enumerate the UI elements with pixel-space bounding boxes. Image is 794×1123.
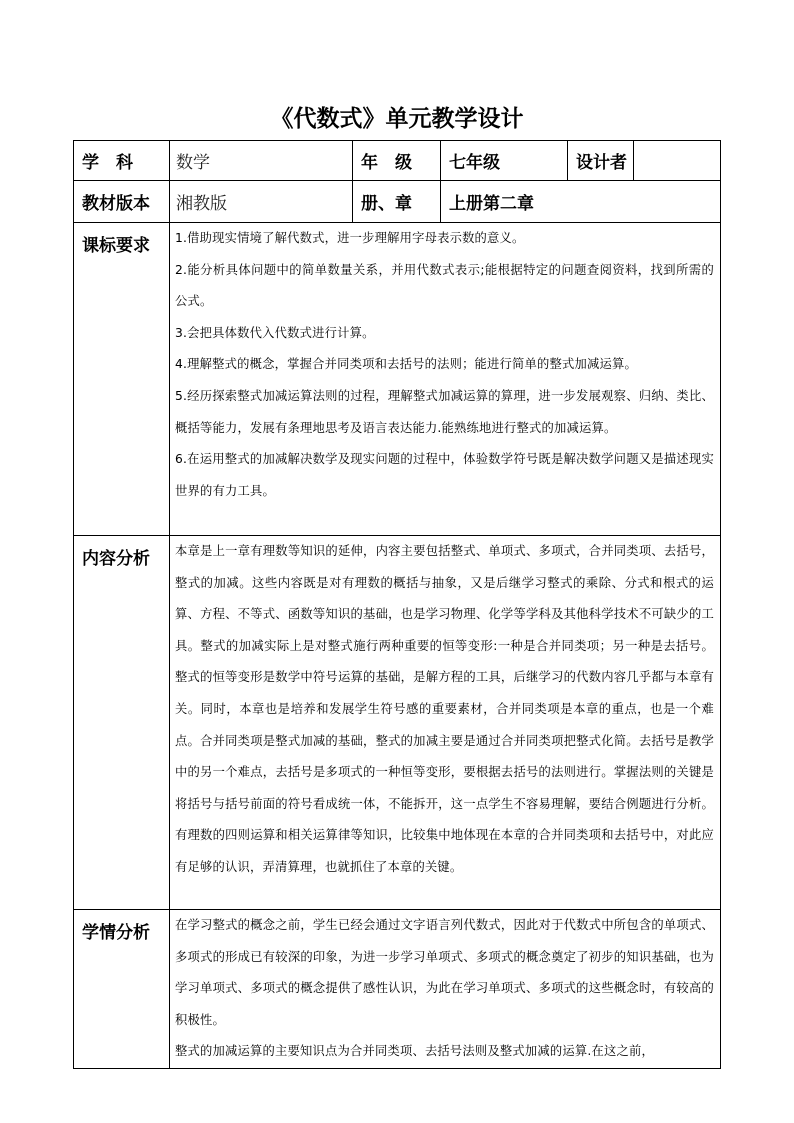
curriculum-item: 4.理解整式的概念，掌握合并同类项和去括号的法则；能进行简单的整式加减运算。 — [175, 357, 638, 372]
student-analysis-content — [170, 910, 721, 1069]
volume-label: 册、章 — [353, 181, 441, 223]
content-analysis-text: 本章是上一章有理数等知识的延伸，内容主要包括整式、单项式、多项式，合并同类项、去括号，整式的加减。这些内容既是对有理数的概括与抽象，又是后继学习整式的乘除、分式和根式的运算、方程、不等式、函数等知识的基础，也是学习物理、化学等学科及其他科学技术不可缺少的工具。整式的加减实际上是对整式施行两种重要的恒等变形:一种是合并同类项；另一种是去括号。整式的恒等变形是数学中符号运算的基础，是解方程的工具，后继学习的代数内容几乎都与本章有关。同时，本章也是培养和发展学生符号感的重要素材，合并同类项是本章的重点，也是一个难点。合并同类项是整式加减的基础，整式的加减主要是通过合并同类项把整式化简。去括号是教学中的另一个难点，去括号是多项式的一种恒等变形，要根据去括号的法则进行。掌握法则的关键是将括号与括号前面的符号看成统一体，不能拆开，这一点学生不容易理解，要结合例题进行分析。有理数的四则运算和相关运算律等知识，比较集中地体现在本章的合并同类项和去括号中，对此应有足够的认识，弄清算理，也就抓住了本章的关键。 — [175, 544, 714, 874]
curriculum-row — [74, 223, 721, 536]
info-row-subject — [74, 141, 721, 181]
curriculum-label: 课标要求 — [74, 223, 170, 536]
subject-value: 数学 — [170, 141, 353, 181]
student-analysis-paragraph: 在学习整式的概念之前，学生已经会通过文字语言列代数式，因此对于代数式中所包含的单项式、多项式的形成已有较深的印象，为进一步学习单项式、多项式的概念奠定了初步的知识基础，也为学习单项式、多项式的概念提供了感性认识，为此在学习单项式、多项式的这些概念时，有较高的积极性。 — [175, 918, 714, 1027]
content-analysis-row — [74, 536, 721, 910]
content-analysis-content — [170, 536, 721, 910]
designer-value — [634, 141, 721, 181]
info-row-edition — [74, 181, 721, 223]
curriculum-item: 3.会把具体数代入代数式进行计算。 — [175, 325, 375, 340]
grade-value: 七年级 — [441, 141, 568, 181]
curriculum-item: 5.经历探索整式加减运算法则的过程，理解整式加减运算的算理，进一步发展观察、归纳、类比、概括等能力，发展有条理地思考及语言表达能力.能熟练地进行整式的加减运算。 — [175, 388, 714, 435]
student-analysis-label: 学情分析 — [74, 910, 170, 1069]
subject-label: 学 科 — [74, 141, 170, 181]
content-analysis-label: 内容分析 — [74, 536, 170, 910]
edition-label: 教材版本 — [74, 181, 170, 223]
grade-label: 年 级 — [353, 141, 441, 181]
curriculum-content — [170, 223, 721, 536]
curriculum-item: 6.在运用整式的加减解决数学及现实问题的过程中，体验数学符号既是解决数学问题又是描述现实世界的有力工具。 — [175, 452, 714, 498]
student-analysis-row — [74, 910, 721, 1069]
design-table — [73, 140, 721, 1069]
designer-label: 设计者 — [568, 141, 634, 181]
curriculum-item: 2.能分析具体问题中的简单数量关系，并用代数式表示;能根据特定的问题查阅资料，找到所需的公式。 — [175, 262, 714, 309]
edition-value: 湘教版 — [170, 181, 353, 223]
student-analysis-paragraph: 整式的加减运算的主要知识点为合并同类项、去括号法则及整式加减的运算.在这之前， — [175, 1044, 654, 1059]
volume-value: 上册第二章 — [441, 181, 721, 223]
page-title: 《代数式》单元教学设计 — [270, 105, 524, 132]
curriculum-item: 1.借助现实情境了解代数式，进一步理解用字母表示数的意义。 — [175, 231, 525, 245]
